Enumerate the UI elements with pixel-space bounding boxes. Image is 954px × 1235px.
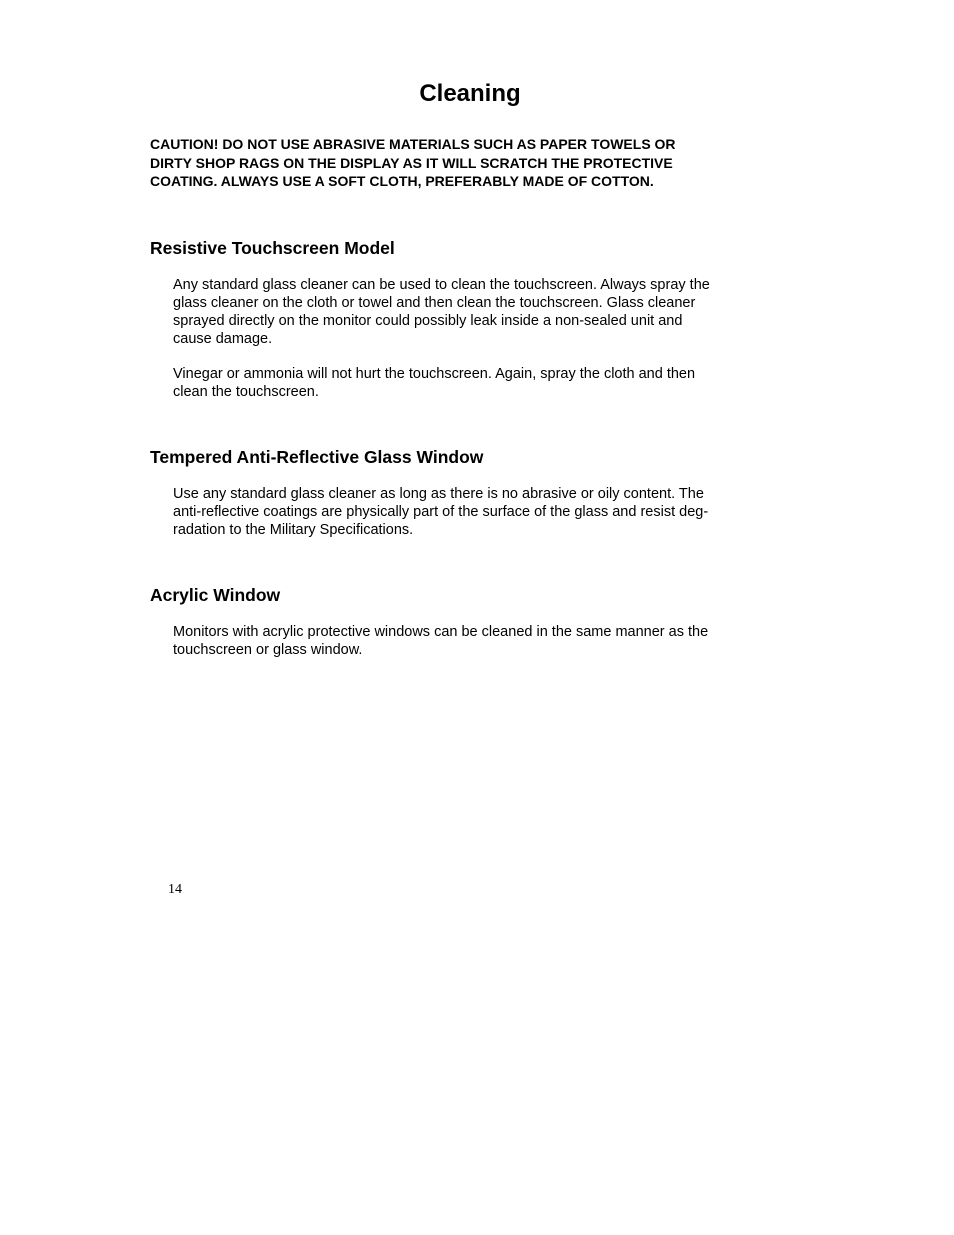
acrylic-window-paragraph: Monitors with acrylic protective windows can be cleaned in the same manner as the touchscreen or glass window.	[173, 624, 709, 658]
resistive-touchscreen-paragraph-2: Vinegar or ammonia will not hurt the touchscreen. Again, spray the cloth and then clean the touchscreen.	[173, 366, 696, 400]
tempered-glass-window-paragraph: Use any standard glass cleaner as long as there is no abrasive or oily content. The anti-reflective coatings are physically part of the surface of the glass and resist deg- radation to the Military Specifications.	[173, 486, 709, 538]
section-heading-acrylic-window: Acrylic Window	[150, 585, 281, 605]
caution-notice: CAUTION! DO NOT USE ABRASIVE MATERIALS SUCH AS PAPER TOWELS OR DIRTY SHOP RAGS ON THE DISPLAY AS IT WILL SCRATCH THE PROTECTIVE COATING. ALWAYS USE A SOFT CLOTH, PREFERABLY MADE OF COTTON.	[150, 136, 676, 189]
resistive-touchscreen-paragraph-1: Any standard glass cleaner can be used to clean the touchscreen. Always spray the glass cleaner on the cloth or towel and then clean the touchscreen. Glass cleaner sprayed directly on the monitor could possibly leak inside a non-sealed unit and cause damage.	[173, 277, 710, 347]
page-number: 14	[168, 882, 182, 897]
page-title: Cleaning	[419, 80, 521, 107]
section-heading-resistive-touchscreen: Resistive Touchscreen Model	[150, 238, 395, 258]
section-heading-tempered-glass-window: Tempered Anti-Reflective Glass Window	[150, 447, 484, 467]
